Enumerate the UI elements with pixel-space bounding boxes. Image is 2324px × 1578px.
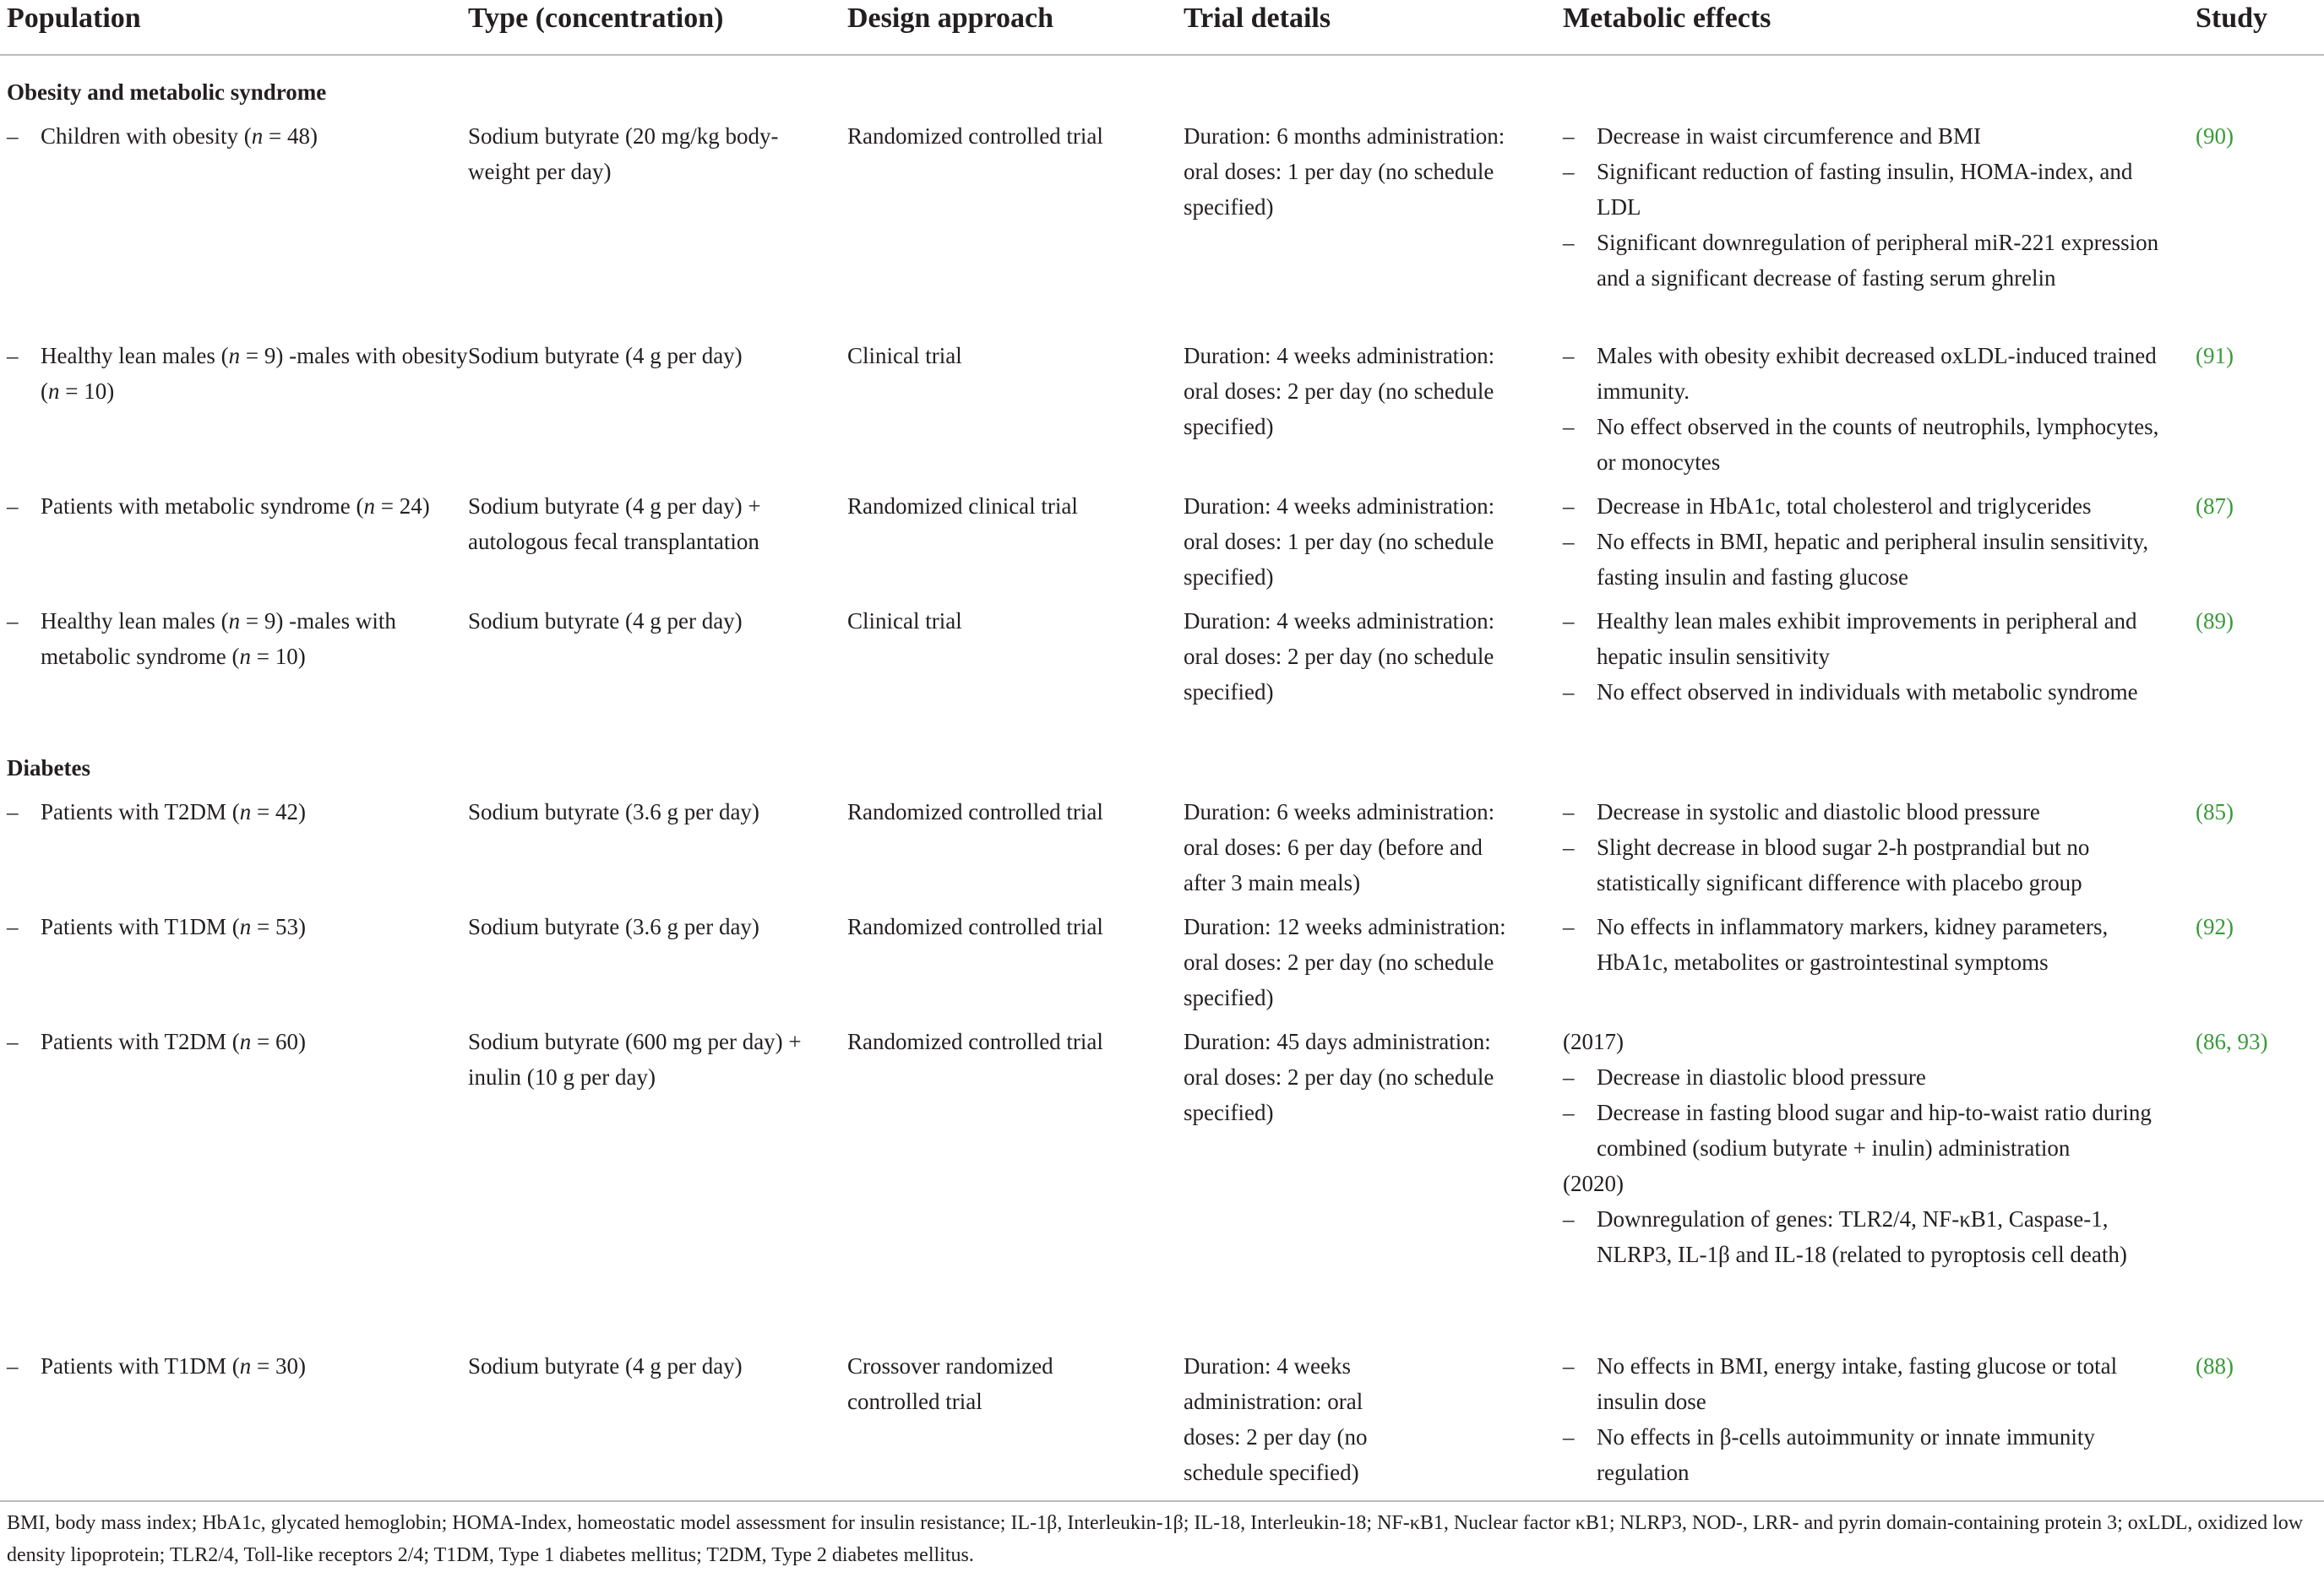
effect-year-label: (2017) (1563, 1029, 1624, 1054)
dash-marker: – (1563, 1064, 1575, 1090)
cell-population (7, 603, 480, 674)
effect-item (1563, 409, 2163, 480)
dash-marker: – (7, 799, 19, 824)
cell-trial: Duration: 12 weeks administration: oral doses: 2 per day (no schedule specified) (1184, 914, 1506, 1010)
cell-trial: Duration: 4 weeks administration: oral doses: 2 per day (no schedule specified) (1184, 1353, 1368, 1485)
dash-marker: – (1563, 1424, 1575, 1450)
study-reference-link[interactable]: (87) (2196, 493, 2234, 519)
dash-marker: – (1563, 529, 1575, 554)
table-header (0, 0, 2324, 56)
cell-effects (1563, 909, 2163, 980)
cell-design: Randomized controlled trial (847, 799, 1103, 824)
study-reference-link[interactable]: (86, 93) (2196, 1029, 2268, 1054)
table-footnote: BMI, body mass index; HbA1c, glycated hemoglobin; HOMA-Index, homeostatic model assessment for insulin resistance; IL-1β, Interleukin-1β; IL-18, Interleukin-18; NF-κB1, Nuclear factor κB1; NLRP3, NOD-, LRR- and pyrin domain-containing protein 3; oxLDL, oxidized low density lipoprotein; TLR2/4, Toll-like receptors 2/4; T1DM, Type 1 diabetes mellitus; T2DM, Type 2 diabetes mellitus. (7, 1512, 2304, 1566)
cell-trial: Duration: 4 weeks administration: oral doses: 2 per day (no schedule specified) (1184, 608, 1495, 705)
dash-marker: – (1563, 230, 1575, 255)
population-text: Patients with metabolic syndrome (n = 24) (41, 493, 430, 519)
table-row (0, 488, 2324, 590)
cell-population (7, 1348, 480, 1384)
study-reference-link[interactable]: (85) (2196, 799, 2234, 824)
cell-type: Sodium butyrate (4 g per day) (468, 343, 743, 368)
population-text: Patients with T1DM (n = 30) (41, 1353, 306, 1379)
effect-text: Significant reduction of fasting insulin, HOMA-index, and LDL (1597, 159, 2133, 220)
dash-marker: – (7, 343, 19, 368)
dash-marker: – (1563, 159, 1575, 184)
effect-text: No effect observed in individuals with metabolic syndrome (1597, 679, 2138, 705)
effect-text: No effects in BMI, energy intake, fasting glucose or total insulin dose (1597, 1353, 2118, 1414)
table-row (0, 338, 2324, 475)
effect-item (1563, 1059, 2163, 1095)
dash-marker: – (7, 1353, 19, 1379)
cell-population (7, 794, 480, 830)
effect-item (1563, 1095, 2163, 1166)
population-text: Patients with T2DM (n = 60) (41, 1029, 306, 1054)
cell-design: Randomized controlled trial (847, 914, 1103, 939)
dash-marker: – (7, 123, 19, 149)
cell-design: Randomized clinical trial (847, 493, 1078, 519)
cell-population (7, 338, 480, 409)
cell-design: Crossover randomized controlled trial (847, 1353, 1053, 1414)
effect-text: Decrease in diastolic blood pressure (1597, 1064, 1926, 1090)
population-text: Healthy lean males (n = 9) -males with obesity (n = 10) (41, 343, 468, 404)
population-text: Healthy lean males (n = 9) -males with metabolic syndrome (n = 10) (41, 608, 396, 669)
cell-effects (1563, 794, 2163, 901)
effect-item (1563, 338, 2163, 409)
cell-trial: Duration: 6 weeks administration: oral doses: 6 per day (before and after 3 main meals) (1184, 799, 1495, 895)
cell-type: Sodium butyrate (4 g per day) (468, 608, 743, 634)
cell-effects (1563, 1024, 2163, 1272)
cell-type: Sodium butyrate (4 g per day) + autologous fecal transplantation (468, 493, 761, 554)
table-row (0, 118, 2324, 291)
effect-year-label: (2020) (1563, 1171, 1624, 1196)
dash-marker: – (1563, 123, 1575, 149)
effect-item (1563, 1201, 2163, 1272)
cell-effects (1563, 1348, 2163, 1490)
dash-marker: – (7, 493, 19, 519)
table-row (0, 1024, 2324, 1267)
header-design: Design approach (847, 3, 1054, 34)
effect-item (1563, 118, 2163, 154)
cell-population (7, 909, 480, 944)
dash-marker: – (1563, 414, 1575, 439)
cell-effects (1563, 118, 2163, 296)
effect-item (1563, 674, 2163, 710)
effect-text: Slight decrease in blood sugar 2-h postprandial but no statistically significant difference with placebo group (1597, 835, 2090, 895)
cell-type: Sodium butyrate (4 g per day) (468, 1353, 743, 1379)
cell-design: Randomized controlled trial (847, 1029, 1103, 1054)
effect-item (1563, 154, 2163, 225)
header-effects: Metabolic effects (1563, 3, 1772, 34)
cell-population (7, 1024, 480, 1059)
population-text: Children with obesity (n = 48) (41, 123, 318, 149)
cell-trial: Duration: 4 weeks administration: oral doses: 2 per day (no schedule specified) (1184, 343, 1495, 439)
cell-design: Clinical trial (847, 608, 962, 634)
effect-item (1563, 794, 2163, 830)
effect-item (1563, 1348, 2163, 1419)
header-population: Population (7, 3, 141, 34)
table-row (0, 909, 2324, 1010)
effect-text: Healthy lean males exhibit improvements in peripheral and hepatic insulin sensitivity (1597, 608, 2137, 669)
cell-design: Clinical trial (847, 343, 962, 368)
dash-marker: – (1563, 914, 1575, 939)
effect-text: No effects in β-cells autoimmunity or innate immunity regulation (1597, 1424, 2095, 1485)
cell-type: Sodium butyrate (20 mg/kg body-weight per day) (468, 123, 779, 184)
effect-item (1563, 225, 2163, 296)
effect-item (1563, 488, 2163, 524)
effect-text: Decrease in HbA1c, total cholesterol and triglycerides (1597, 493, 2092, 519)
dash-marker: – (7, 914, 19, 939)
header-study: Study (2196, 3, 2268, 34)
effect-text: Downregulation of genes: TLR2/4, NF-κB1, Caspase-1, NLRP3, IL-1β and IL-18 (related to pyroptosis cell death) (1597, 1206, 2127, 1267)
section-title-obesity: Obesity and metabolic syndrome (7, 79, 327, 105)
study-reference-link[interactable]: (90) (2196, 123, 2234, 149)
cell-effects (1563, 603, 2163, 710)
cell-effects (1563, 488, 2163, 595)
effect-item (1563, 524, 2163, 595)
effect-text: Decrease in waist circumference and BMI (1597, 123, 1982, 149)
footer-divider (0, 1500, 2324, 1502)
table-row (0, 794, 2324, 895)
effect-text: Males with obesity exhibit decreased oxLDL-induced trained immunity. (1597, 343, 2157, 404)
cell-population (7, 118, 480, 154)
population-text: Patients with T2DM (n = 42) (41, 799, 306, 824)
study-reference-link[interactable]: (92) (2196, 914, 2234, 939)
effect-item (1563, 603, 2163, 674)
effect-text: Decrease in fasting blood sugar and hip-to-waist ratio during combined (sodium butyrate + inulin) administration (1597, 1100, 2152, 1161)
study-reference-link[interactable]: (89) (2196, 608, 2234, 634)
dash-marker: – (1563, 679, 1575, 705)
effect-item (1563, 830, 2163, 901)
study-reference-link[interactable]: (88) (2196, 1353, 2234, 1379)
study-reference-link[interactable]: (91) (2196, 343, 2234, 368)
effect-text: Decrease in systolic and diastolic blood pressure (1597, 799, 2040, 824)
dash-marker: – (1563, 1100, 1575, 1125)
dash-marker: – (1563, 1206, 1575, 1232)
dash-marker: – (7, 608, 19, 634)
header-trial: Trial details (1184, 3, 1331, 34)
dash-marker: – (1563, 493, 1575, 519)
dash-marker: – (1563, 608, 1575, 634)
dash-marker: – (1563, 1353, 1575, 1379)
cell-type: Sodium butyrate (3.6 g per day) (468, 914, 759, 939)
effect-item (1563, 1419, 2163, 1490)
header-type: Type (concentration) (468, 3, 724, 34)
effect-text: No effects in inflammatory markers, kidney parameters, HbA1c, metabolites or gastrointestinal symptoms (1597, 914, 2109, 975)
table-row (0, 1348, 2324, 1485)
section-title-diabetes: Diabetes (7, 755, 90, 781)
cell-trial: Duration: 45 days administration: oral doses: 2 per day (no schedule specified) (1184, 1029, 1494, 1125)
dash-marker: – (1563, 799, 1575, 824)
table-row (0, 603, 2324, 705)
cell-type: Sodium butyrate (600 mg per day) + inulin (10 g per day) (468, 1029, 802, 1090)
dash-marker: – (1563, 835, 1575, 860)
effect-text: Significant downregulation of peripheral miR-221 expression and a significant decrease of fasting serum ghrelin (1597, 230, 2159, 291)
cell-trial: Duration: 6 months administration: oral doses: 1 per day (no schedule specified) (1184, 123, 1505, 220)
effect-text: No effects in BMI, hepatic and peripheral insulin sensitivity, fasting insulin and fasting glucose (1597, 529, 2149, 590)
dash-marker: – (1563, 343, 1575, 368)
cell-effects (1563, 338, 2163, 480)
dash-marker: – (7, 1029, 19, 1054)
cell-population (7, 488, 480, 524)
population-text: Patients with T1DM (n = 53) (41, 914, 306, 939)
effect-text: No effect observed in the counts of neutrophils, lymphocytes, or monocytes (1597, 414, 2159, 475)
cell-design: Randomized controlled trial (847, 123, 1103, 149)
effect-item (1563, 909, 2163, 980)
cell-trial: Duration: 4 weeks administration: oral doses: 1 per day (no schedule specified) (1184, 493, 1495, 590)
cell-type: Sodium butyrate (3.6 g per day) (468, 799, 759, 824)
